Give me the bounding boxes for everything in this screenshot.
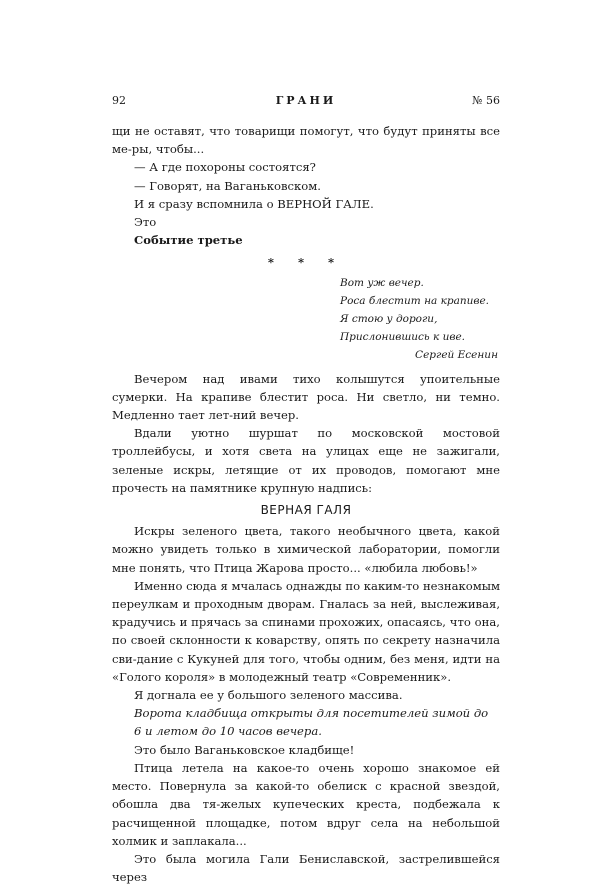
epigraph-line: Я стою у дороги, — [340, 312, 438, 325]
paragraph: щи не оставят, что товарищи помогут, что будут приняты все ме-ры, чтобы... — [112, 124, 500, 157]
running-header — [112, 94, 500, 110]
paragraph: Птица летела на какое-то очень хорошо знакомое ей место. Повернула за какой-то обелиск с красной звездой, обошла два тя-желых купеческих креста, подбежала к расчищенной площадке, потом вдруг села на небольшой холмик и заплакала... — [112, 760, 500, 848]
dialogue-line: — Говорят, на Ваганьковском. — [134, 178, 321, 193]
cemetery-notice-line: Ворота кладбища открыты для посетителей зимой до — [134, 706, 489, 721]
epigraph-line: Вот уж вечер. — [340, 276, 424, 289]
issue-number: № 56 — [472, 94, 500, 107]
paragraph: И я сразу вспомнила о ВЕРНОЙ ГАЛЕ. — [134, 196, 374, 211]
section-separator: * * * — [267, 255, 345, 270]
epigraph-line: Прислонившись к иве. — [340, 330, 465, 343]
paragraph: Вечером над ивами тихо колышутся упоительные сумерки. На крапиве блестит роса. Ни светло, ни темно. Медленно тает лет-ний вечер. — [112, 371, 500, 423]
paragraph: Именно сюда я мчалась однажды по каким-то незнакомым переулкам и проходным дворам. Гналась за ней, выслеживая, крадучись и прячась за спинами прохожих, опасаясь, что она, по своей склонности к коварству, опять по секрету назначила сви-дание с Кукуней для того, чтобы одним, без меня, идти на «Голого короля» в молодежный театр «Современник». — [112, 578, 500, 684]
paragraph: Это было Ваганьковское кладбище! — [134, 742, 355, 757]
page-number: 92 — [112, 94, 126, 107]
cemetery-notice-line: 6 и летом до 10 часов вечера. — [134, 724, 322, 739]
paragraph: Это была могила Гали Бениславской, застрелившейся через — [112, 851, 500, 885]
monument-inscription: ВЕРНАЯ ГАЛЯ — [260, 503, 352, 518]
dialogue-line: — А где похороны состоятся? — [134, 160, 316, 175]
epigraph-line: Роса блестит на крапиве. — [340, 294, 490, 307]
epigraph-author: Сергей Есенин — [415, 348, 498, 361]
epigraph — [340, 274, 500, 364]
paragraph: Это — [134, 215, 157, 230]
paragraph: Искры зеленого цвета, такого необычного цвета, какой можно увидеть только в химической лаборатории, помогли мне понять, что Птица Жарова просто... «любила любовь!» — [112, 524, 500, 575]
journal-title: ГРАНИ — [275, 94, 337, 107]
paragraph: Я догнала ее у большого зеленого массива. — [134, 688, 403, 703]
page-body — [112, 122, 500, 886]
section-heading: Событие третье — [134, 233, 243, 248]
paragraph: Вдали уютно шуршат по московской мостовой троллейбусы, и хотя света на улицах еще не зажигали, зеленые искры, летящие от их проводов, помогают мне прочесть на памятнике крупную надпись: — [112, 426, 500, 495]
